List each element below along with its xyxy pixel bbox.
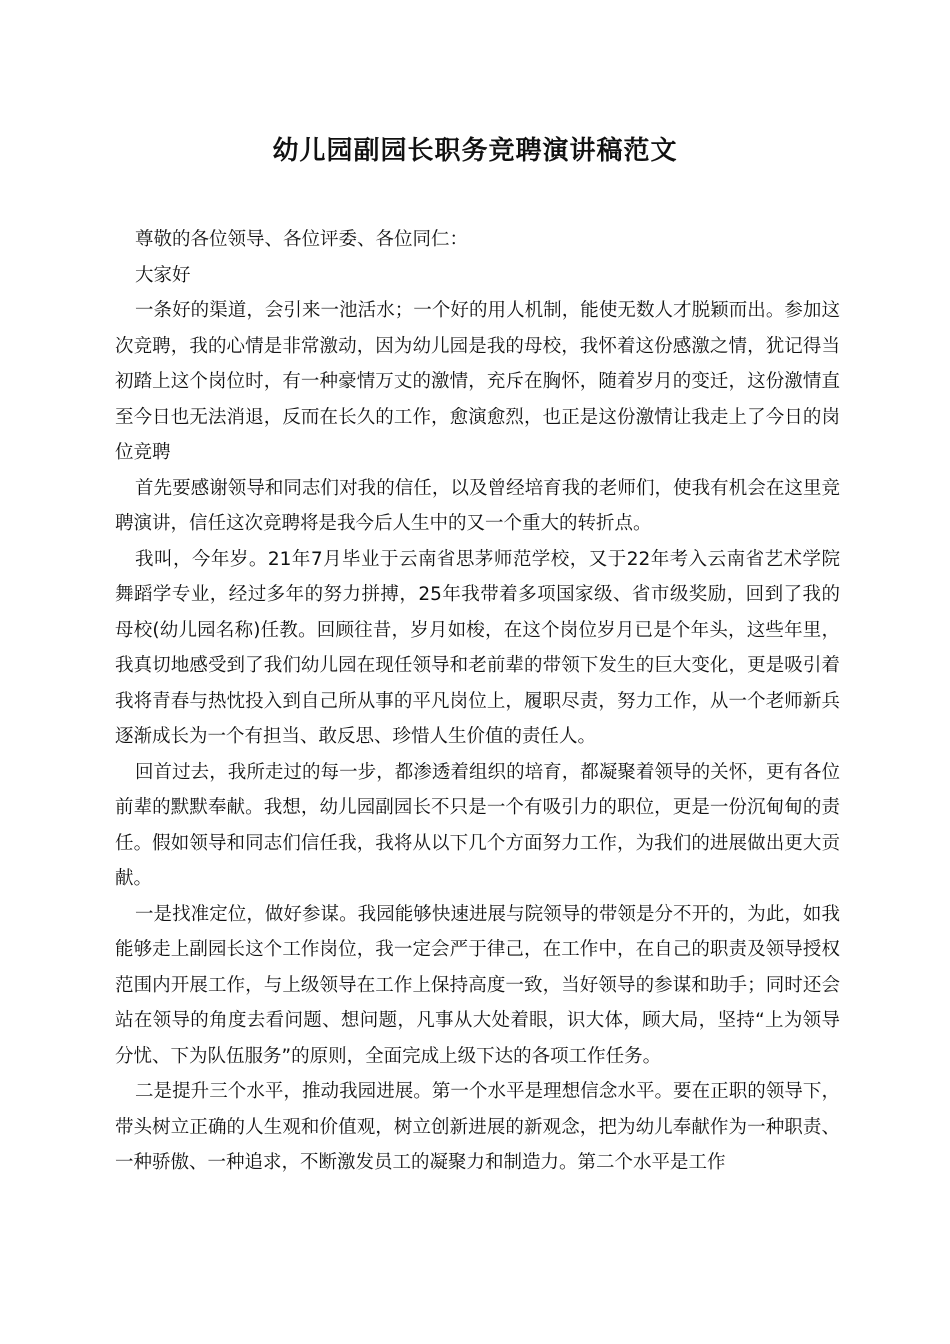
body-paragraph: 二是提升三个水平，推动我园进展。第一个水平是理想信念水平。要在正职的领导下，带头树立正确的人生观和价值观，树立创新进展的新观念，把为幼儿奉献作为一种职责、一种骄傲、一种追求，不断激发员工的凝聚力和制造力。第二个水平是工作 (115, 1081, 840, 1173)
greeting: 大家好 (135, 264, 191, 286)
document-title: 幼儿园副园长职务竞聘演讲稿范文 (272, 136, 678, 166)
body-paragraph: 一条好的渠道，会引来一池活水；一个好的用人机制，能使无数人才脱颖而出。参加这次竞聘，我的心情是非常激动，因为幼儿园是我的母校，我怀着这份感激之情，犹记得当初踏上这个岗位时，有一种豪情万丈的激情，充斥在胸怀，随着岁月的变迁，这份激情直至今日也无法消退，反而在长久的工作，愈演愈烈，也正是这份激情让我走上了今日的岗位竞聘 (115, 300, 840, 463)
body-paragraph: 回首过去，我所走过的每一步，都渗透着组织的培育，都凝聚着领导的关怀，更有各位前辈的默默奉献。我想，幼儿园副园长不只是一个有吸引力的职位，更是一份沉甸甸的责任。假如领导和同志们信任我，我将从以下几个方面努力工作，为我们的进展做出更大贡献。 (115, 761, 840, 889)
salutation: 尊敬的各位领导、各位评委、各位同仁： (135, 229, 469, 250)
body-paragraph: 我叫，今年岁。21年7月毕业于云南省思茅师范学校，又于22年考入云南省艺术学院舞蹈学专业，经过多年的努力拼搏，25年我带着多项国家级、省市级奖励，回到了我的母校(幼儿园名称)任教。回顾往昔，岁月如梭，在这个岗位岁月已是个年头，这些年里，我真切地感受到了我们幼儿园在现任领导和老前辈的带领下发生的巨大变化，更是吸引着我将青春与热忱投入到自己所从事的平凡岗位上，履职尽责，努力工作，从一个老师新兵逐渐成长为一个有担当、敢反思、珍惜人生价值的责任人。 (115, 548, 840, 747)
document-body (115, 222, 840, 1181)
body-paragraph: 首先要感谢领导和同志们对我的信任，以及曾经培育我的老师们，使我有机会在这里竞聘演讲，信任这次竞聘将是我今后人生中的又一个重大的转折点。 (115, 477, 840, 534)
body-paragraph: 一是找准定位，做好参谋。我园能够快速进展与院领导的带领是分不开的，为此，如我能够走上副园长这个工作岗位，我一定会严于律己，在工作中，在自己的职责及领导授权范围内开展工作，与上级领导在工作上保持高度一致，当好领导的参谋和助手；同时还会站在领导的角度去看问题、想问题，凡事从大处着眼，识大体，顾大局，坚持“上为领导分忧、下为队伍服务”的原则，全面完成上级下达的各项工作任务。 (115, 903, 840, 1067)
